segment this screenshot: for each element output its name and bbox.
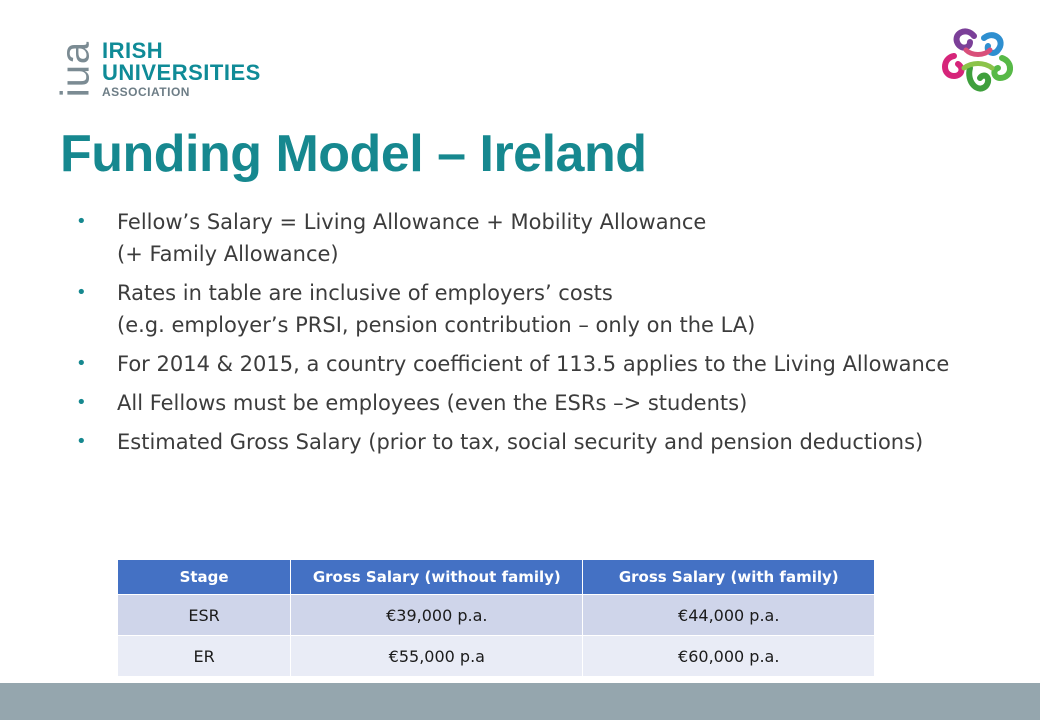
header-stage: Stage: [118, 560, 290, 594]
iua-logo-mark-text: iua: [53, 40, 98, 98]
bullet-marker: •: [76, 211, 87, 232]
table-row: [118, 635, 874, 676]
salary-table: [118, 560, 874, 676]
bullet-marker: •: [76, 431, 87, 452]
header-with-family: Gross Salary (with family): [582, 560, 874, 594]
bullet-list: [74, 206, 974, 465]
header-without-family: Gross Salary (without family): [290, 560, 582, 594]
logo-line-association: ASSOCIATION: [102, 85, 190, 99]
bullet-item: [74, 348, 974, 380]
bullet-text: Fellow’s Salary = Living Allowance + Mobility Allowance (+ Family Allowance): [117, 210, 707, 266]
bullet-item: [74, 426, 974, 458]
bullet-item: [74, 387, 974, 419]
cell-stage: ER: [118, 635, 290, 676]
iua-logo: [53, 38, 261, 100]
cell-without-family: €55,000 p.a: [290, 635, 582, 676]
logo-line-irish: IRISH: [102, 38, 164, 63]
slide-title: Funding Model – Ireland: [60, 125, 647, 183]
bullet-marker: •: [76, 392, 87, 413]
logo-line-universities: UNIVERSITIES: [102, 60, 261, 85]
cell-with-family: €60,000 p.a.: [582, 635, 874, 676]
cell-without-family: €39,000 p.a.: [290, 594, 582, 635]
table-header-row: [118, 560, 874, 594]
bullet-text: For 2014 & 2015, a country coefficient of 113.5 applies to the Living Allowance: [117, 352, 950, 376]
bullet-marker: •: [76, 282, 87, 303]
cell-stage: ESR: [118, 594, 290, 635]
bullet-item: [74, 206, 974, 270]
celtic-knot-icon: [940, 28, 1016, 98]
iua-logo-mark: [53, 38, 98, 100]
cell-with-family: €44,000 p.a.: [582, 594, 874, 635]
bullet-text: Rates in table are inclusive of employers’ costs (e.g. employer’s PRSI, pension contribution – only on the LA): [117, 281, 756, 337]
iua-logo-text: [102, 40, 261, 98]
footer-bar: [0, 683, 1040, 720]
table-row: [118, 594, 874, 635]
bullet-item: [74, 277, 974, 341]
bullet-text: Estimated Gross Salary (prior to tax, social security and pension deductions): [117, 430, 924, 454]
bullet-marker: •: [76, 353, 87, 374]
bullet-text: All Fellows must be employees (even the ESRs –> students): [117, 391, 748, 415]
